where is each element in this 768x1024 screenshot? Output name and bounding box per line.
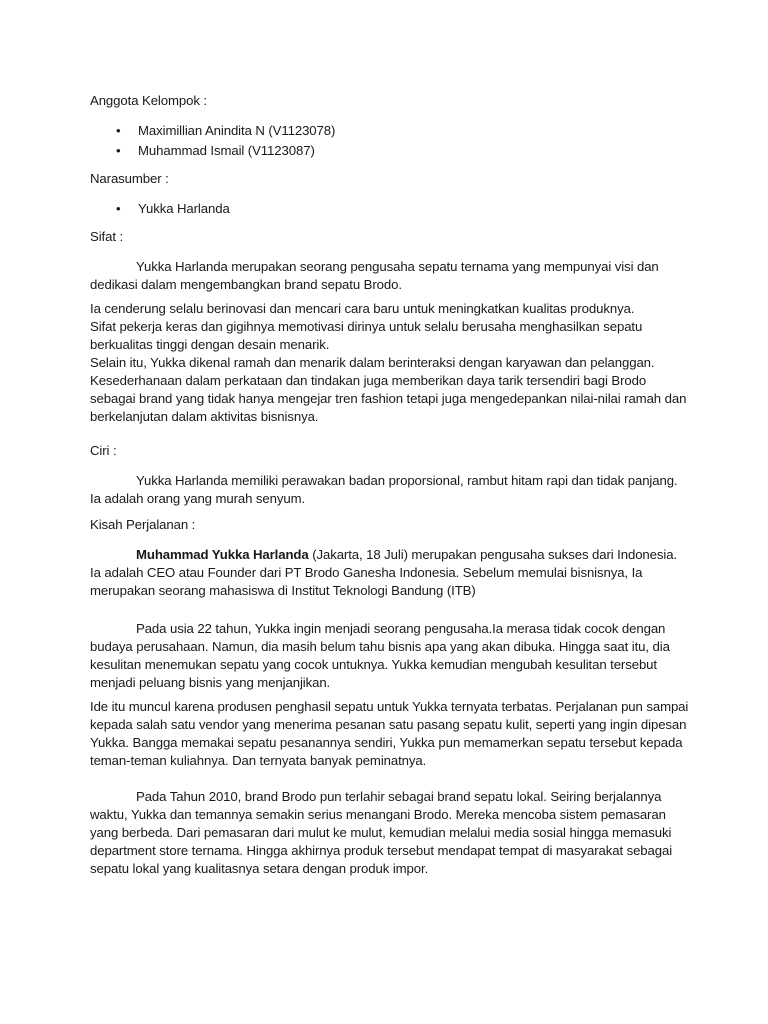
- features-heading: Ciri :: [90, 443, 117, 458]
- spacer: [90, 508, 690, 516]
- member-name: Maximillian Anindita N (V1123078): [138, 123, 336, 138]
- features-paragraph: Yukka Harlanda memiliki perawakan badan proporsional, rambut hitam rapi dan tidak panjang. Ia adalah orang yang murah senyum.: [90, 473, 678, 506]
- spacer: [90, 460, 690, 472]
- spacer: [90, 110, 690, 122]
- subject-name: Muhammad Yukka Harlanda: [136, 547, 309, 562]
- journey-paragraph: Pada usia 22 tahun, Yukka ingin menjadi seorang pengusaha.Ia merasa tidak cocok dengan budaya perusahaan. Namun, dia masih belum tahu bisnis apa yang akan dibuka. Hingga saat itu, dia kesulitan menemukan sepatu yang cocok untuknya. Yukka kemudian mengubah kesulitan tersebut menjadi peluang bisnis yang menjanjikan.: [90, 621, 670, 690]
- bullet-icon: •: [116, 143, 121, 158]
- source-heading: Narasumber :: [90, 171, 169, 186]
- spacer: [90, 770, 690, 788]
- spacer: [90, 534, 690, 546]
- spacer: [90, 426, 690, 442]
- source-name: Yukka Harlanda: [138, 201, 230, 216]
- journey-paragraph: Pada Tahun 2010, brand Brodo pun terlahir sebagai brand sepatu lokal. Seiring berjalannya waktu, Yukka dan temannya semakin serius menangani Brodo. Mereka mencoba sistem pemasaran yang berbeda. Dari pemasaran dari mulut ke mulut, kemudian melalui media sosial hingga memasuki department store ternama. Hingga akhirnya produk tersebut mendapat tempat di masyarakat sebagai sepatu lokal yang kualitasnya setara dengan produk impor.: [90, 789, 673, 876]
- traits-paragraph: Ia cenderung selalu berinovasi dan mencari cara baru untuk meningkatkan kualitas produknya. Sifat pekerja keras dan gigihnya memotivasi dirinya untuk selalu berusaha menghasilkan sepatu berkualitas tinggi dengan desain menarik. Selain itu, Yukka dikenal ramah dan menarik dalam berinteraksi dengan karyawan dan pelanggan. Kesederhanaan dalam perkataan dan tindakan juga memberikan daya tarik tersendiri bagi Brodo sebagai brand yang tidak hanya mengejar tren fashion tetapi juga mengedepankan nilai-nilai ramah dan berkelanjutan dalam aktivitas bisnisnya.: [90, 301, 687, 424]
- spacer: [90, 600, 690, 620]
- members-heading: Anggota Kelompok :: [90, 93, 207, 108]
- document-page: [90, 92, 690, 878]
- list-item: [90, 200, 690, 220]
- traits-paragraph: Yukka Harlanda merupakan seorang pengusaha sepatu ternama yang mempunyai visi dan dedikasi dalam mengembangkan brand sepatu Brodo.: [90, 259, 659, 292]
- spacer: [90, 246, 690, 258]
- sources-list: [90, 200, 690, 220]
- journey-text: (Jakarta, 18 Juli) merupakan pengusaha sukses dari Indonesia. Ia adalah CEO atau Founder dari PT Brodo Ganesha Indonesia. Sebelum memulai bisnisnya, Ia merupakan seorang mahasiswa di Institut Teknologi Bandung (ITB): [90, 547, 678, 598]
- spacer: [90, 162, 690, 170]
- member-name: Muhammad Ismail (V1123087): [138, 143, 315, 158]
- bullet-icon: •: [116, 123, 121, 138]
- traits-heading: Sifat :: [90, 229, 124, 244]
- bullet-icon: •: [116, 201, 121, 216]
- list-item: [90, 122, 690, 142]
- journey-paragraph: Ide itu muncul karena produsen penghasil sepatu untuk Yukka ternyata terbatas. Perjalanan pun sampai kepada salah satu vendor yang menerima pesanan satu pasang sepatu kulit, seperti yang ingin dipesan Yukka. Bangga memakai sepatu pesanannya sendiri, Yukka pun memamerkan sepatu tersebut kepada teman-teman kuliahnya. Dan ternyata banyak peminatnya.: [90, 699, 689, 768]
- journey-heading: Kisah Perjalanan :: [90, 517, 196, 532]
- list-item: [90, 142, 690, 162]
- spacer: [90, 188, 690, 200]
- spacer: [90, 220, 690, 228]
- journey-paragraph: [90, 546, 690, 600]
- members-list: [90, 122, 690, 162]
